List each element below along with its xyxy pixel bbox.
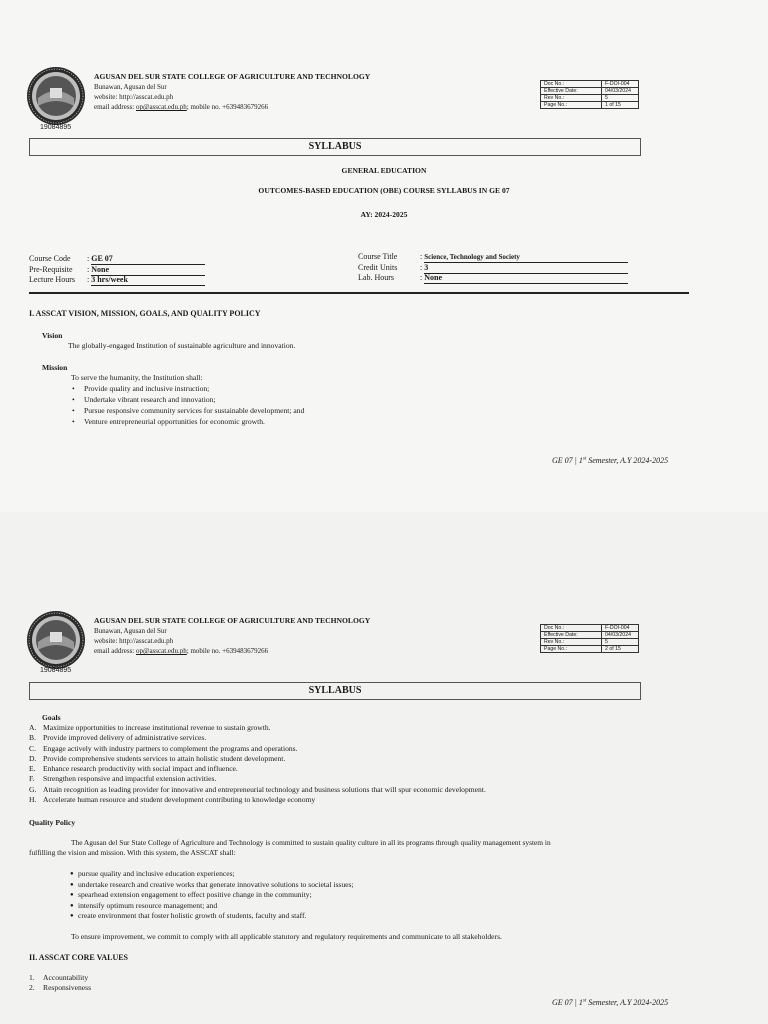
institution-contact: email address: op@asscat.edu.ph; mobile no. +639483679266: [94, 103, 269, 111]
page-no-label: Page No.:: [541, 102, 602, 109]
list-item: G. Attain recognition as leading provider for innovative and entrepreneurial technology and business solutions that will spur economic development.: [29, 784, 486, 794]
goals-label: Goals: [42, 713, 61, 722]
list-item: ● intensify optimum resource management; and: [70, 901, 354, 912]
course-info-left: Course Code : GE 07 Pre-Requisite : None Lecture Hours : 3 hrs/week: [29, 254, 205, 286]
page-footer: GE 07 | 1st Semester, A.Y 2024-2025: [552, 456, 669, 465]
institution-contact: email address: op@asscat.edu.ph; mobile no. +639483679266: [94, 647, 269, 655]
list-item: C. Engage actively with industry partners to complement the programs and operations.: [29, 743, 298, 753]
doc-no-label: Doc No.:: [541, 81, 602, 88]
list-item: 1. Accountability: [29, 973, 89, 982]
lab-hours-label: Lab. Hours: [358, 273, 394, 282]
program-subtitle: GENERAL EDUCATION: [341, 166, 427, 175]
course-title-value: Science, Technology and Society: [424, 252, 628, 263]
registration-number: 19084895: [40, 667, 72, 674]
list-item: • Pursue responsive community services for sustainable development; and: [72, 405, 304, 416]
syllabus-page-2: [0, 512, 768, 1024]
vision-label: Vision: [42, 331, 63, 340]
document-title: SYLLABUS: [29, 138, 641, 156]
list-item: ● pursue quality and inclusive education experiences;: [70, 869, 354, 880]
list-item: 2. Responsiveness: [29, 983, 92, 993]
lab-hours-value: None: [424, 273, 628, 284]
rev-no-label: Rev No.:: [541, 95, 602, 102]
page-no-label: Page No.:: [541, 646, 602, 653]
list-item: H. Accelerate human resource and student development contributing to knowledge economy: [29, 795, 316, 805]
credit-units-label: Credit Units: [358, 262, 398, 272]
institution-header: [94, 616, 370, 656]
course-code-value: GE 07: [91, 254, 205, 265]
rev-no-value: 5: [602, 639, 639, 646]
goals-list: [29, 723, 486, 805]
course-info-right: Course Title : Science, Technology and Society Credit Units : 3 Lab. Hours : None: [358, 252, 628, 284]
list-item: ● spearhead extension engagement to effect positive change in the community;: [70, 890, 354, 901]
institution-website: website: http://asscat.edu.ph: [94, 637, 174, 645]
institution-name: AGUSAN DEL SUR STATE COLLEGE OF AGRICULTURE AND TECHNOLOGY: [94, 616, 371, 625]
list-item: B. Provide improved delivery of administrative services.: [29, 733, 207, 743]
mission-list: [72, 383, 304, 427]
mission-intro: To serve the humanity, the Institution shall:: [71, 373, 203, 382]
page-footer: GE 07 | 1st Semester, A.Y 2024-2025: [552, 998, 669, 1007]
list-item: A. Maximize opportunities to increase institutional revenue to sustain growth.: [29, 723, 271, 732]
effective-date-label: Effective Date:: [541, 632, 602, 639]
rev-no-label: Rev No.:: [541, 639, 602, 646]
section-2-heading: II. ASSCAT CORE VALUES: [29, 953, 129, 962]
list-item: ● create environment that foster holistic growth of students, faculty and staff.: [70, 911, 354, 922]
document-info-table: [540, 80, 639, 109]
doc-no-value: F-DOI-004: [602, 625, 639, 632]
email-link[interactable]: op@asscat.edu.ph: [136, 647, 187, 655]
list-item: F. Strengthen responsive and impactful extension activities.: [29, 774, 217, 784]
prerequisite-value: None: [91, 265, 205, 276]
page-no-value: 1 of 15: [602, 102, 639, 109]
email-link[interactable]: op@asscat.edu.ph: [136, 103, 187, 111]
core-values-list: [29, 973, 91, 994]
credit-units-value: 3: [424, 263, 628, 274]
section-divider: [29, 292, 689, 294]
list-item: • Provide quality and inclusive instruction;: [72, 383, 304, 394]
obe-title: OUTCOMES-BASED EDUCATION (OBE) COURSE SYLLABUS IN GE 07: [258, 186, 510, 195]
rev-no-value: 5: [602, 95, 639, 102]
mission-label: Mission: [42, 363, 68, 372]
document-info-table: [540, 624, 639, 653]
institution-address: Bunawan, Agusan del Sur: [94, 83, 167, 91]
list-item: E. Enhance research productivity with social impact and influence.: [29, 764, 238, 774]
effective-date-label: Effective Date:: [541, 88, 602, 95]
institution-header: [94, 72, 370, 112]
quality-policy-label: Quality Policy: [29, 818, 76, 827]
list-item: D. Provide comprehensive students services to attain holistic student development.: [29, 753, 286, 763]
list-item: ● undertake research and creative works that generate innovative solutions to societal issues;: [70, 880, 354, 891]
academic-year: AY: 2024-2025: [360, 210, 408, 219]
course-code-label: Course Code: [29, 254, 71, 263]
list-item: • Undertake vibrant research and innovation;: [72, 394, 304, 405]
document-title: SYLLABUS: [29, 682, 641, 700]
section-1-heading: I. ASSCAT VISION, MISSION, GOALS, AND QUALITY POLICY: [29, 309, 261, 318]
quality-commitment: To ensure improvement, we commit to comply with all applicable statutory and regulatory requirements and communicate to all stakeholders.: [71, 932, 502, 941]
effective-date-value: 04/03/2024: [602, 88, 639, 95]
lecture-hours-value: 3 hrs/week: [91, 275, 205, 286]
quality-policy-text: The Agusan del Sur State College of Agriculture and Technology is committed to sustain quality culture in all its programs through quality management system in fulfilling the vision and mission. With this system, the ASSCAT shall:: [29, 838, 551, 857]
prerequisite-label: Pre-Requisite: [29, 264, 73, 274]
effective-date-value: 04/03/2024: [602, 632, 639, 639]
college-seal-logo: [26, 610, 86, 670]
page-no-value: 2 of 15: [602, 646, 639, 653]
doc-no-value: F-DOI-004: [602, 81, 639, 88]
institution-address: Bunawan, Agusan del Sur: [94, 627, 167, 635]
institution-website: website: http://asscat.edu.ph: [94, 93, 174, 101]
vision-text: The globally-engaged Institution of sustainable agriculture and innovation.: [68, 341, 296, 350]
quality-policy-list: [70, 869, 354, 922]
course-title-label: Course Title: [358, 252, 398, 261]
list-item: • Venture entrepreneurial opportunities for economic growth.: [72, 416, 304, 427]
lecture-hours-label: Lecture Hours: [29, 275, 75, 284]
college-seal-logo: [26, 66, 86, 126]
institution-name: AGUSAN DEL SUR STATE COLLEGE OF AGRICULTURE AND TECHNOLOGY: [94, 72, 371, 81]
registration-number: 19084895: [40, 124, 72, 131]
doc-no-label: Doc No.:: [541, 625, 602, 632]
